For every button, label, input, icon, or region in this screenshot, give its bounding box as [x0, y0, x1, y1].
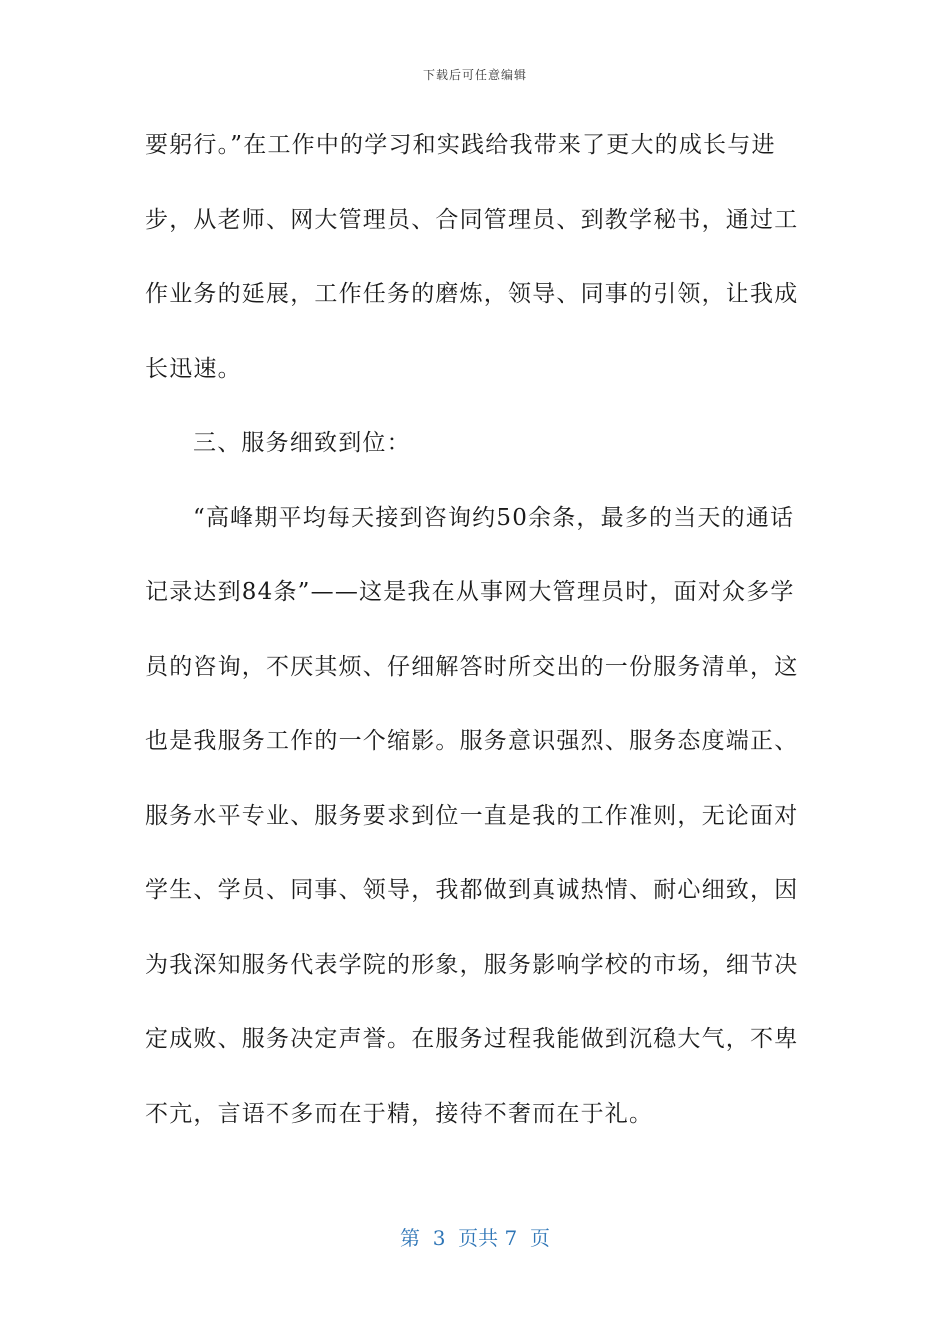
- section-heading: 三、服务细致到位：: [193, 430, 411, 456]
- page-header-note: 下载后可任意编辑: [422, 68, 527, 82]
- text-line: “高峰期平均每天接到咨询约50余条，最多的当天的通话: [193, 504, 795, 531]
- text-line: 学生、学员、同事、领导，我都做到真诚热情、耐心细致，因: [145, 877, 799, 903]
- text-line: 要躬行。”在工作中的学习和实践给我带来了更大的成长与进: [145, 132, 776, 158]
- text-line: 不亢，言语不多而在于精，接待不奢而在于礼。: [145, 1100, 654, 1127]
- document-body: [145, 120, 815, 1163]
- text-line: 作业务的延展，工作任务的磨炼，领导、同事的引领，让我成: [145, 281, 799, 307]
- text-line: 为我深知服务代表学院的形象，服务影响学校的市场，细节决: [145, 951, 799, 978]
- page-number-footer: 第 3 页共 7 页: [400, 1226, 550, 1250]
- text-line: 服务水平专业、服务要求到位一直是我的工作准则，无论面对: [145, 802, 799, 829]
- text-line: 步，从老师、网大管理员、合同管理员、到教学秘书，通过工: [145, 206, 799, 233]
- text-line: 记录达到84条”——这是我在从事网大管理员时，面对众多学: [145, 579, 795, 605]
- text-line: 员的咨询，不厌其烦、仔细解答时所交出的一份服务清单，这: [145, 653, 799, 680]
- text-line: 定成败、服务决定声誉。在服务过程我能做到沉稳大气，不卑: [145, 1026, 799, 1052]
- text-line: 也是我服务工作的一个缩影。服务意识强烈、服务态度端正、: [145, 728, 799, 754]
- text-line: 长迅速。: [145, 355, 242, 382]
